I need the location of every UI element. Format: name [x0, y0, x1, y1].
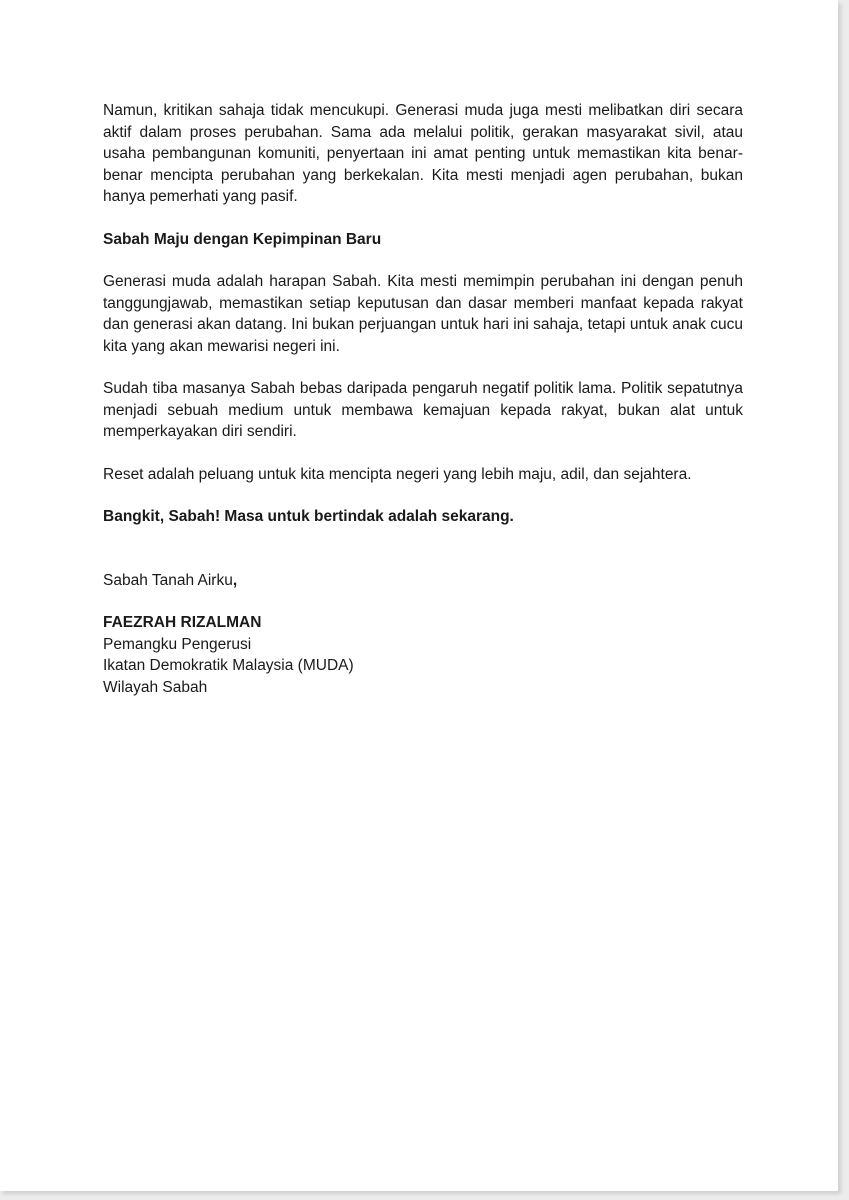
- body-paragraph-1: Namun, kritikan sahaja tidak mencukupi. Generasi muda juga mesti melibatkan diri secara aktif dalam proses perubahan. Sama ada melalui politik, gerakan masyarakat sivil, atau usaha pembangunan komuniti, penyertaan ini amat penting untuk memastikan kita benar-benar mencipta perubahan yang berkekalan. Kita mesti menjadi agen perubahan, bukan hanya pemerhati yang pasif.: [103, 102, 743, 205]
- body-paragraph-4: Reset adalah peluang untuk kita mencipta negeri yang lebih maju, adil, dan sejahtera.: [103, 465, 692, 483]
- closing-block: [103, 570, 743, 699]
- section-heading: Sabah Maju dengan Kepimpinan Baru: [103, 230, 382, 248]
- closing-text: Sabah Tanah Airku: [103, 571, 233, 589]
- call-to-action: Bangkit, Sabah! Masa untuk bertindak adalah sekarang.: [103, 508, 514, 525]
- signatory-organization: Ikatan Demokratik Malaysia (MUDA): [103, 657, 354, 674]
- signatory-region: Wilayah Sabah: [103, 678, 208, 696]
- body-paragraph-3: Sudah tiba masanya Sabah bebas daripada pengaruh negatif politik lama. Politik sepatutnya menjadi sebuah medium untuk membawa kemajuan kepada rakyat, bukan alat untuk memperkayakan diri sendiri.: [103, 380, 743, 440]
- signature-block: [103, 612, 743, 698]
- body-paragraph-2: Generasi muda adalah harapan Sabah. Kita mesti memimpin perubahan ini dengan penuh tanggungjawab, memastikan setiap keputusan dan dasar memberi manfaat kepada rakyat dan generasi akan datang. Ini bukan perjuangan untuk hari ini sahaja, tetapi untuk anak cucu kita yang akan mewarisi negeri ini.: [103, 273, 743, 355]
- signatory-name: FAEZRAH RIZALMAN: [103, 614, 262, 631]
- closing-comma: ,: [232, 571, 238, 589]
- signatory-title: Pemangku Pengerusi: [103, 635, 252, 653]
- document-body: [103, 100, 743, 698]
- closing-line: [103, 570, 743, 592]
